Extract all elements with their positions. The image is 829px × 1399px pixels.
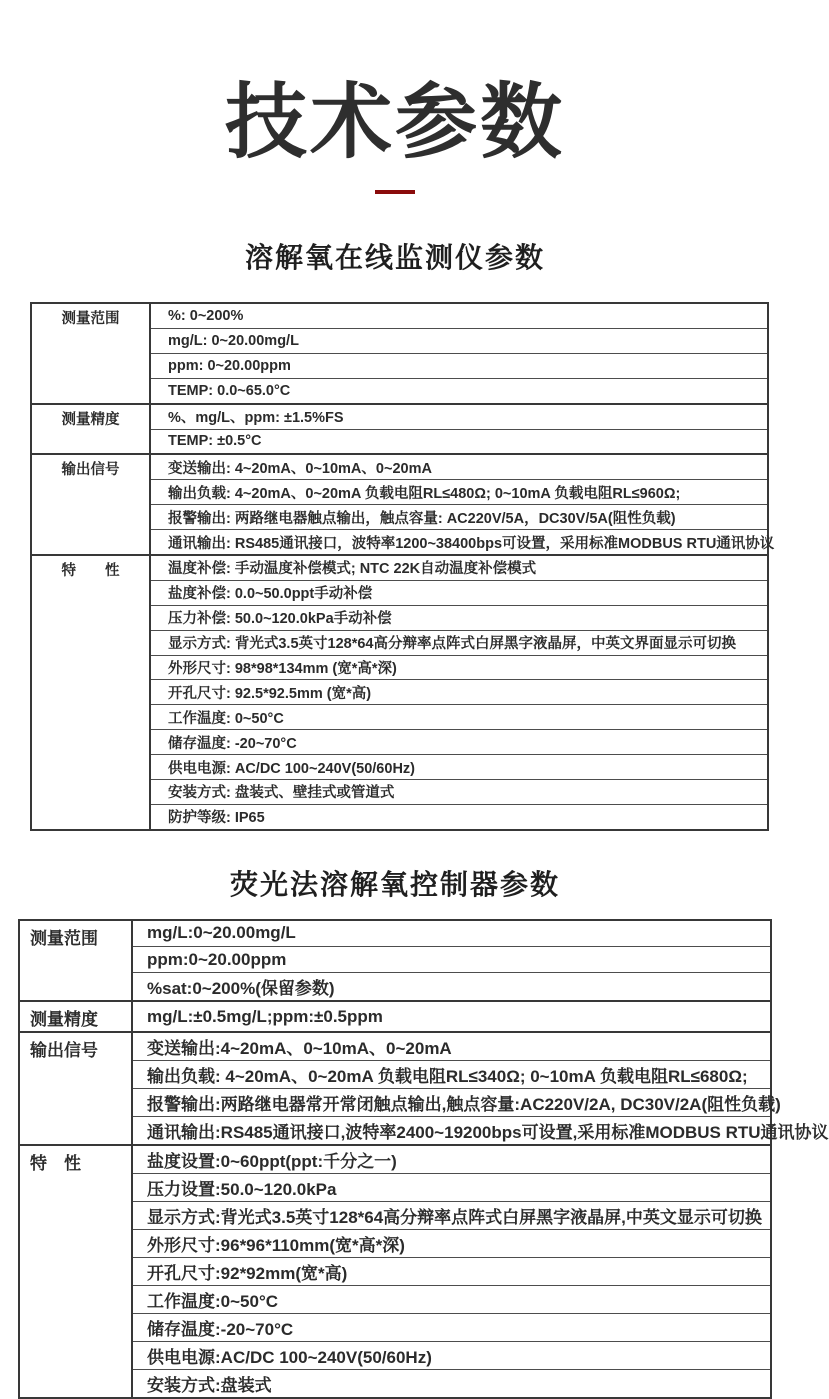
spec-value: 输出负载: 4~20mA、0~20mA 负载电阻RL≤480Ω; 0~10mA 负载电阻RL≤960Ω; — [150, 480, 768, 505]
spec-row — [19, 1061, 771, 1089]
spec-row — [19, 1174, 771, 1202]
spec-group-label: 测量范围 — [31, 303, 150, 404]
spec-value: 变送输出: 4~20mA、0~10mA、0~20mA — [150, 454, 768, 479]
spec-row — [31, 404, 768, 429]
spec-value: 通讯输出: RS485通讯接口，波特率1200~38400bps可设置，采用标准MODBUS RTU通讯协议 — [150, 530, 768, 555]
spec-value: 变送输出:4~20mA、0~10mA、0~20mA — [132, 1032, 771, 1061]
spec-row — [19, 1001, 771, 1032]
spec-value: 供电电源: AC/DC 100~240V(50/60Hz) — [150, 755, 768, 780]
spec-value: 开孔尺寸: 92.5*92.5mm (宽*高) — [150, 680, 768, 705]
monitor-spec-table — [30, 302, 775, 831]
spec-row — [19, 1032, 771, 1061]
spec-value: 温度补偿: 手动温度补偿模式; NTC 22K自动温度补偿模式 — [150, 555, 768, 580]
spec-value: 工作温度:0~50°C — [132, 1286, 771, 1314]
spec-value: %、mg/L、ppm: ±1.5%FS — [150, 404, 768, 429]
technical-parameters-page — [0, 77, 829, 1396]
spec-group-label: 特 性 — [19, 1145, 132, 1398]
spec-row — [31, 454, 768, 479]
spec-value: 供电电源:AC/DC 100~240V(50/60Hz) — [132, 1342, 771, 1370]
spec-row — [19, 1202, 771, 1230]
spec-row — [19, 1370, 771, 1399]
spec-value: 报警输出: 两路继电器触点输出，触点容量: AC220V/5A，DC30V/5A(阻性负载) — [150, 505, 768, 530]
controller-section-subtitle: 荧光法溶解氧控制器参数 — [229, 868, 560, 900]
spec-value: ppm:0~20.00ppm — [132, 946, 771, 972]
spec-group-label: 测量范围 — [19, 920, 132, 1001]
spec-row — [31, 303, 768, 328]
title-divider-rule — [375, 190, 415, 194]
spec-group-label: 测量精度 — [31, 404, 150, 455]
spec-row — [19, 920, 771, 947]
spec-value: 盐度设置:0~60ppt(ppt:千分之一) — [132, 1145, 771, 1174]
spec-value: 压力补偿: 50.0~120.0kPa手动补偿 — [150, 605, 768, 630]
spec-row — [19, 946, 771, 972]
controller-spec-table — [18, 919, 829, 1399]
spec-row — [19, 1230, 771, 1258]
spec-row — [19, 1314, 771, 1342]
section-controller-params — [0, 863, 829, 1399]
spec-value: 储存温度:-20~70°C — [132, 1314, 771, 1342]
spec-value: 压力设置:50.0~120.0kPa — [132, 1174, 771, 1202]
spec-value: 盐度补偿: 0.0~50.0ppt手动补偿 — [150, 580, 768, 605]
spec-value: 显示方式: 背光式3.5英寸128*64高分辩率点阵式白屏黑字液晶屏，中英文界面显示可切换 — [150, 630, 768, 655]
spec-value: %: 0~200% — [150, 303, 768, 328]
spec-group-label: 测量精度 — [19, 1001, 132, 1032]
spec-value: 开孔尺寸:92*92mm(宽*高) — [132, 1258, 771, 1286]
spec-value: %sat:0~200%(保留参数) — [132, 973, 771, 1002]
spec-group-label: 输出信号 — [31, 454, 150, 555]
spec-value: mg/L:0~20.00mg/L — [132, 920, 771, 947]
spec-row — [19, 1145, 771, 1174]
spec-value: 外形尺寸: 98*98*134mm (宽*高*深) — [150, 655, 768, 680]
spec-value: 输出负载: 4~20mA、0~20mA 负载电阻RL≤340Ω; 0~10mA 负载电阻RL≤680Ω; — [132, 1061, 771, 1089]
spec-row — [19, 973, 771, 1002]
spec-group-label: 输出信号 — [19, 1032, 132, 1145]
spec-row — [19, 1258, 771, 1286]
spec-row — [31, 555, 768, 580]
spec-value: 显示方式:背光式3.5英寸128*64高分辩率点阵式白屏黑字液晶屏,中英文显示可切换 — [132, 1202, 771, 1230]
spec-value: ppm: 0~20.00ppm — [150, 353, 768, 378]
section-monitor-params — [0, 236, 790, 831]
spec-value: 储存温度: -20~70°C — [150, 730, 768, 755]
spec-value: 报警输出:两路继电器常开常闭触点输出,触点容量:AC220V/2A, DC30V/2A(阻性负载) — [132, 1089, 771, 1117]
spec-value: 防护等级: IP65 — [150, 804, 768, 829]
monitor-section-subtitle: 溶解氧在线监测仪参数 — [244, 242, 545, 274]
page-title: 技术参数 — [224, 77, 565, 168]
spec-value: mg/L:±0.5mg/L;ppm:±0.5ppm — [132, 1001, 771, 1032]
spec-row — [19, 1089, 771, 1117]
spec-row — [19, 1342, 771, 1370]
spec-group-label: 特 性 — [31, 555, 150, 830]
spec-value: TEMP: 0.0~65.0°C — [150, 378, 768, 403]
spec-value: 外形尺寸:96*96*110mm(宽*高*深) — [132, 1230, 771, 1258]
header — [0, 77, 790, 194]
spec-row — [19, 1117, 771, 1146]
spec-value: 安装方式:盘装式 — [132, 1370, 771, 1399]
spec-value: 工作温度: 0~50°C — [150, 705, 768, 730]
spec-value: mg/L: 0~20.00mg/L — [150, 328, 768, 353]
spec-value: TEMP: ±0.5°C — [150, 429, 768, 454]
spec-value: 通讯输出:RS485通讯接口,波特率2400~19200bps可设置,采用标准MODBUS RTU通讯协议 — [132, 1117, 771, 1146]
spec-value: 安装方式: 盘装式、壁挂式或管道式 — [150, 780, 768, 805]
spec-row — [19, 1286, 771, 1314]
